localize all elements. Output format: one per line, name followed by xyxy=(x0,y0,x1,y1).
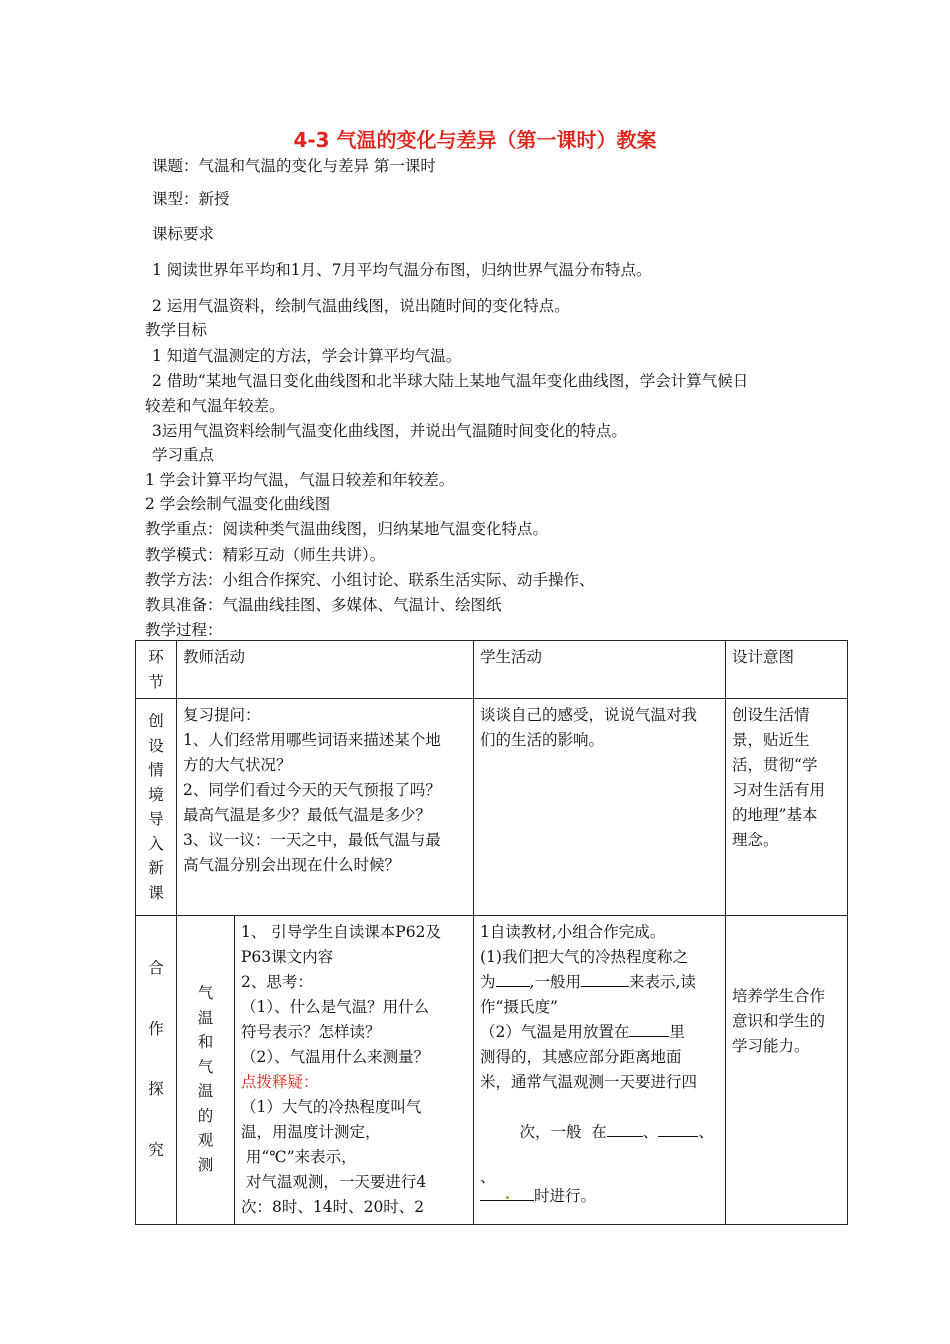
dot-mark xyxy=(506,1196,509,1199)
topic-line: 课题：气温和气温的变化与差异 第一课时 xyxy=(152,157,436,175)
blank-field xyxy=(581,970,629,987)
objective-2: 2 借助“某地气温日变化曲线图和北半球大陆上某地气温年变化曲线图，学会计算气候日 xyxy=(152,372,749,390)
objective-3: 3运用气温资料绘制气温变化曲线图，并说出气温随时间变化的特点。 xyxy=(152,422,627,440)
subtopic-observation: 气 温 和 气 温 的 观 测 xyxy=(177,916,235,1225)
teaching-methods: 教学方法：小组合作探究、小组讨论、联系生活实际、动手操作、 xyxy=(145,571,595,589)
teacher-intro: 复习提问： 1、人们经常用哪些词语来描述某个地 方的大气状况？ 2、同学们看过今天的天气预报了吗？ 最高气温是多少？最低气温是多少？ 3、议一议：一天之中，最低气温与最 高气温分别会出现在什么时候？ xyxy=(177,699,474,916)
student-intro: 谈谈自己的感受，说说气温对我 们的生活的影响。 xyxy=(474,699,726,916)
standards-heading: 课标要求 xyxy=(152,225,215,243)
blank-field xyxy=(480,1184,534,1201)
stage-explore: 合 作 探 究 xyxy=(136,916,177,1225)
header-design: 设计意图 xyxy=(726,641,848,699)
standard-2: 2 运用气温资料，绘制气温曲线图，说出随时间的变化特点。 xyxy=(152,297,570,315)
objective-1: 1 知道气温测定的方法，学会计算平均气温。 xyxy=(152,347,462,365)
teacher-explore: 1、 引导学生自读课本P62及 P63课文内容 2、思考： （1）、什么是气温？用什么 符号表示？怎样读？ （2）、气温用什么来测量？ 点拨释疑： （1）大气的冷热程度叫气 温，用温度计测定， 用“℃”来表示， 对气温观测，一天要进行4 次：8时、14时、20时、2 xyxy=(235,916,474,1225)
header-teacher: 教师活动 xyxy=(177,641,474,699)
key-points-heading: 学习重点 xyxy=(152,446,215,464)
lesson-type-line: 课型：新授 xyxy=(152,190,230,208)
blank-field xyxy=(607,1120,643,1137)
table-row-intro xyxy=(136,699,848,916)
process-heading: 教学过程： xyxy=(145,621,223,639)
teaching-focus: 教学重点：阅读种类气温曲线图，归纳某地气温变化特点。 xyxy=(145,520,549,538)
objective-2-cont: 较差和气温年较差。 xyxy=(145,397,285,415)
key-point-2: 2 学会绘制气温变化曲线图 xyxy=(145,495,331,513)
blank-field xyxy=(496,970,530,987)
teaching-mode: 教学模式：精彩互动（师生共讲）。 xyxy=(145,546,386,564)
document-title: 4-3 气温的变化与差异（第一课时）教案 xyxy=(293,128,657,152)
student-explore: 1自读教材,小组合作完成。 (1)我们把大气的冷热程度称之 为 ,一般用 来表示,读 作“摄氏度” （2）气温是用放置在 里 测得的，其感应部分距离地面 米，通常气温观测一天要进行四 次，一般 在 、 、 、 时进行。 xyxy=(474,916,726,1225)
process-table xyxy=(135,640,848,1225)
design-intro: 创设生活情 景，贴近生 活，贯彻“学 习对生活有用 的地理”基本 理念。 xyxy=(726,699,848,916)
teaching-aids: 教具准备：气温曲线挂图、多媒体、气温计、绘图纸 xyxy=(145,596,502,614)
blank-field xyxy=(629,1020,669,1037)
objectives-heading: 教学目标 xyxy=(145,321,208,339)
table-row-explore xyxy=(136,916,848,1225)
standard-1: 1 阅读世界年平均和1月、7月平均气温分布图，归纳世界气温分布特点。 xyxy=(152,261,652,279)
header-student: 学生活动 xyxy=(474,641,726,699)
table-header-row xyxy=(136,641,848,699)
header-stage: 环 节 xyxy=(136,641,177,699)
hint-label: 点拨释疑： xyxy=(241,1073,319,1091)
stage-intro: 创 设 情 境 导 入 新 课 xyxy=(136,699,177,916)
blank-field xyxy=(658,1120,698,1137)
design-explore: 培养学生合作 意识和学生的 学习能力。 xyxy=(726,916,848,1225)
key-point-1: 1 学会计算平均气温，气温日较差和年较差。 xyxy=(145,471,455,489)
